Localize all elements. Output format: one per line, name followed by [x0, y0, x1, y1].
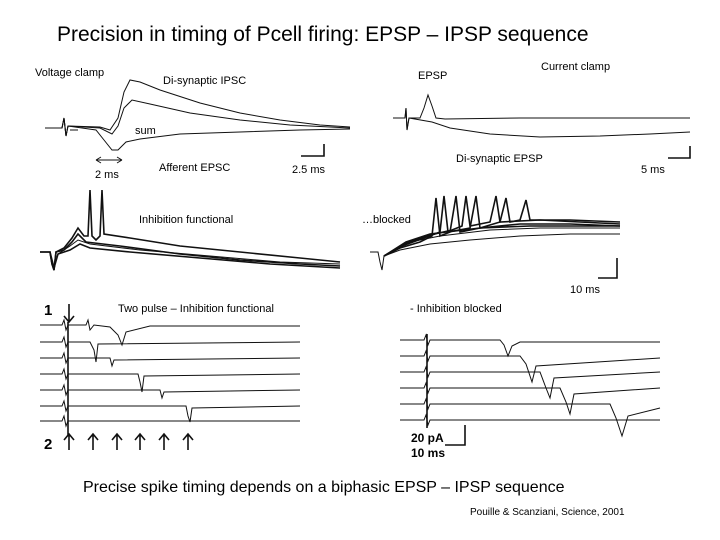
scalebar-2-5ms	[301, 144, 324, 156]
current-clamp-traces	[393, 95, 690, 158]
raster-row-4	[40, 369, 300, 392]
epsp-label: EPSP	[418, 70, 448, 82]
voltage-clamp-label: Voltage clamp	[35, 67, 105, 79]
blocked-row-5	[400, 399, 660, 436]
citation: Pouille & Scanziani, Science, 2001	[470, 507, 625, 518]
pulse-2-markers	[64, 434, 193, 450]
voltage-clamp-traces	[45, 80, 350, 163]
inhibition-blocked-label: - Inhibition blocked	[410, 303, 502, 315]
blocked-row-4	[400, 383, 660, 414]
raster-row-5	[40, 385, 300, 398]
scale-20pa-label: 20 pA	[411, 431, 444, 445]
trace-functional-2	[40, 234, 340, 270]
scale-10ms-bottom-label: 10 ms	[411, 446, 446, 460]
two-pulse-label: Two pulse – Inhibition functional	[118, 303, 274, 315]
inhibition-functional-traces	[40, 190, 340, 270]
arrow-2ms	[96, 157, 122, 163]
disynaptic-ipsc-label: Di-synaptic IPSC	[163, 75, 247, 87]
trace-ipsc-lower	[45, 100, 350, 136]
scale-5ms-label: 5 ms	[641, 164, 665, 176]
trace-functional-1	[40, 190, 340, 270]
marker-1-label: 1	[44, 302, 53, 319]
raster-row-6	[40, 401, 300, 422]
slide-title: Precision in timing of Pcell firing: EPSP – IPSP sequence	[57, 23, 589, 46]
blocked-row-1	[400, 335, 660, 356]
pulse-1-marker	[64, 304, 74, 322]
scale-2ms-label: 2 ms	[95, 169, 119, 181]
scale-2-5ms-label: 2.5 ms	[292, 164, 326, 176]
inhibition-blocked-traces	[370, 196, 620, 278]
scalebar-5ms	[668, 146, 690, 158]
sum-label: sum	[135, 125, 156, 137]
trace-disynaptic-epsp	[393, 108, 690, 137]
raster-row-1	[40, 320, 300, 345]
blocked-raster	[400, 334, 660, 445]
bottom-caption: Precise spike timing depends on a biphasic EPSP – IPSP sequence	[83, 479, 565, 496]
inhibition-functional-label: Inhibition functional	[139, 214, 234, 226]
marker-2-label: 2	[44, 436, 53, 453]
raster-row-3	[40, 353, 300, 366]
trace-blocked-base	[370, 234, 620, 270]
blocked-row-6	[400, 415, 660, 425]
disynaptic-epsp-label: Di-synaptic EPSP	[456, 153, 543, 165]
two-pulse-raster	[40, 304, 300, 453]
blocked-row-3	[400, 367, 660, 398]
afferent-epsc-label: Afferent EPSC	[159, 162, 231, 174]
blocked-label: …blocked	[362, 214, 411, 226]
scalebar-10ms	[598, 258, 617, 278]
scale-10ms-label: 10 ms	[570, 284, 600, 296]
trace-epsp	[393, 95, 690, 130]
current-clamp-label: Current clamp	[541, 61, 611, 73]
blocked-row-2	[400, 351, 660, 382]
scalebar-20pa-10ms	[445, 425, 465, 445]
raster-row-7	[40, 416, 300, 426]
